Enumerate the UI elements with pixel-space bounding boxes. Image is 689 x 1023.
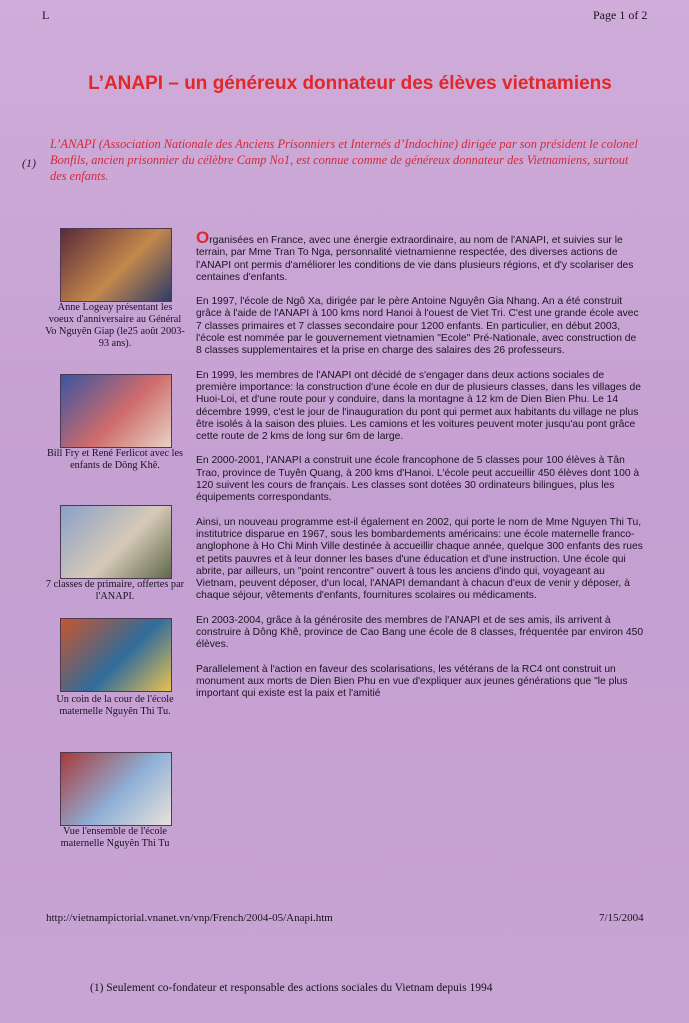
photo-giap-anniversary — [60, 228, 172, 302]
photo-primary-classes — [60, 505, 172, 579]
caption-school-overview: Vue l'ensemble de l'école maternelle Nguyên Thi Tu — [60, 826, 170, 849]
header-left-marker: L — [42, 8, 50, 22]
photo-children-dong-khe — [60, 374, 172, 448]
paragraph: En 1997, l'école de Ngô Xa, dirigée par le père Antoine Nguyên Gia Nhang. An a été construit grâce à l'aide de l'ANAPI à 100 kms nord Hanoi à l'ouest de Viet Tri. C'est une grande école avec 7 classes primaires et 7 classes secondaire pour 1200 enfants. En particulier, en début 2003, l'école est nommée par le gouvernement vietnamien "Ecole" Pré-Nationale, avec construction de 8 classes supplementaires et la prise en charge des salaires des 26 professeurs. — [196, 296, 639, 357]
paragraph: En 1999, les membres de l'ANAPI ont décidé de s'engager dans deux actions sociales de première importance: la construction d'une école en dur de plusieurs classes, dans les villages de Huoi-Loi, et d'une route pour y conduire, dans la montagne à 12 km de Dien Bien Phu. Le 14 décembre 1999, c'est le jour de l'inauguration du pont qui permet aux habitants du village ne plus être isolés à la saison des pluies. Les camions et les voitures peuvent moter jusqu'au pont grâce cette route de 2 kms de long sur 6m de large. — [196, 369, 641, 443]
print-date: 7/15/2004 — [599, 912, 644, 924]
caption-children-dong-khe: Bill Fry et René Ferlicot avec les enfants de Dông Khê. — [46, 448, 184, 471]
source-url: http://vietnampictorial.vnanet.vn/vnp/French/2004-05/Anapi.htm — [46, 912, 333, 924]
paragraph: En 2000-2001, l'ANAPI a construit une école francophone de 5 classes pour 100 élèves à Tân Trao, province de Tuyên Quang, à 200 kms d'Hanoi. L'école peut accueillir 450 élèves dont 100 à 120 suivent les cours de français. Les classes sont dotées 30 ordinateurs bilingues, plus les équipements correspondants. — [196, 455, 640, 504]
paragraph: Organisées en France, avec une énergie extraordinaire, au nom de l'ANAPI, et suivies sur le terrain, par Mme Tran To Nga, personnalité vietnamienne respectée, des diverses actions de l'ANAPI ont permis d'améliorer les conditions de vie dans plusieurs régions, et d'y scolariser des centaines d'enfants. — [196, 228, 634, 283]
paragraph: En 2003-2004, grâce à la générosite des membres de l'ANAPI et de ses amis, ils arrivent à construire à Dông Khê, province de Cao Bang une école de 8 classes, fréquentée par environ 450 élèves. — [196, 614, 644, 651]
paragraph: Parallelement à l'action en faveur des scolarisations, les vétérans de la RC4 ont construit un monument aux morts de Dien Bien Phu en vue d'expliquer aux jeunes générations que "le plus important qui existe est la paix et l'amitié — [196, 663, 628, 700]
photo-school-courtyard — [60, 618, 172, 692]
article-intro: L’ANAPI (Association Nationale des Anciens Prisonniers et Internés d’Indochine) dirigée par son président le colonel Bonfils, ancien prisonnier du célèbre Camp No1, est connue comme de généreux donnateur des Vietnamiens, surtout des enfants. — [50, 137, 638, 183]
paragraph: Ainsi, un nouveau programme est-il également en 2002, qui porte le nom de Mme Nguyen Thi Tu, institutrice disparue en 1967, sous les bombardements américains: une école maternelle franco-anglophone à Ho Chi Minh Ville destinée à accueillir chaque année, quelque 300 enfants des rues et petits pauvres et à leur donner les bases d'une éducation et d'une instruction. Une école qui abrite, par ailleurs, un "point rencontre" ouvert à tous les anciens d'indo qui, voyageant au Vietnam, peuvent déposer, d'un local, l'ANAPI demandant à chacun d'eux de venir y déposer, à chaque séjour, vêtements d'enfants, fournitures scolaires ou médicaments. — [196, 516, 643, 602]
article-title: L’ANAPI – un généreux donnateur des élèves vietnamiens — [88, 73, 612, 94]
page-number: Page 1 of 2 — [593, 8, 648, 22]
caption-school-courtyard: Un coin de la cour de l'école maternelle Nguyên Thi Tu. — [56, 694, 174, 717]
photo-school-overview — [60, 752, 172, 826]
article-body — [196, 228, 644, 713]
handwritten-note: (1) — [22, 156, 36, 170]
caption-giap-anniversary: Anne Logeay présentant les voeux d'anniversaire au Général Vo Nguyên Giap (le25 août 2003-93 ans). — [45, 302, 185, 349]
caption-primary-classes: 7 classes de primaire, offertes par l'ANAPI. — [45, 579, 185, 602]
footnote: (1) Seulement co-fondateur et responsable des actions sociales du Vietnam depuis 1994 — [90, 982, 493, 994]
